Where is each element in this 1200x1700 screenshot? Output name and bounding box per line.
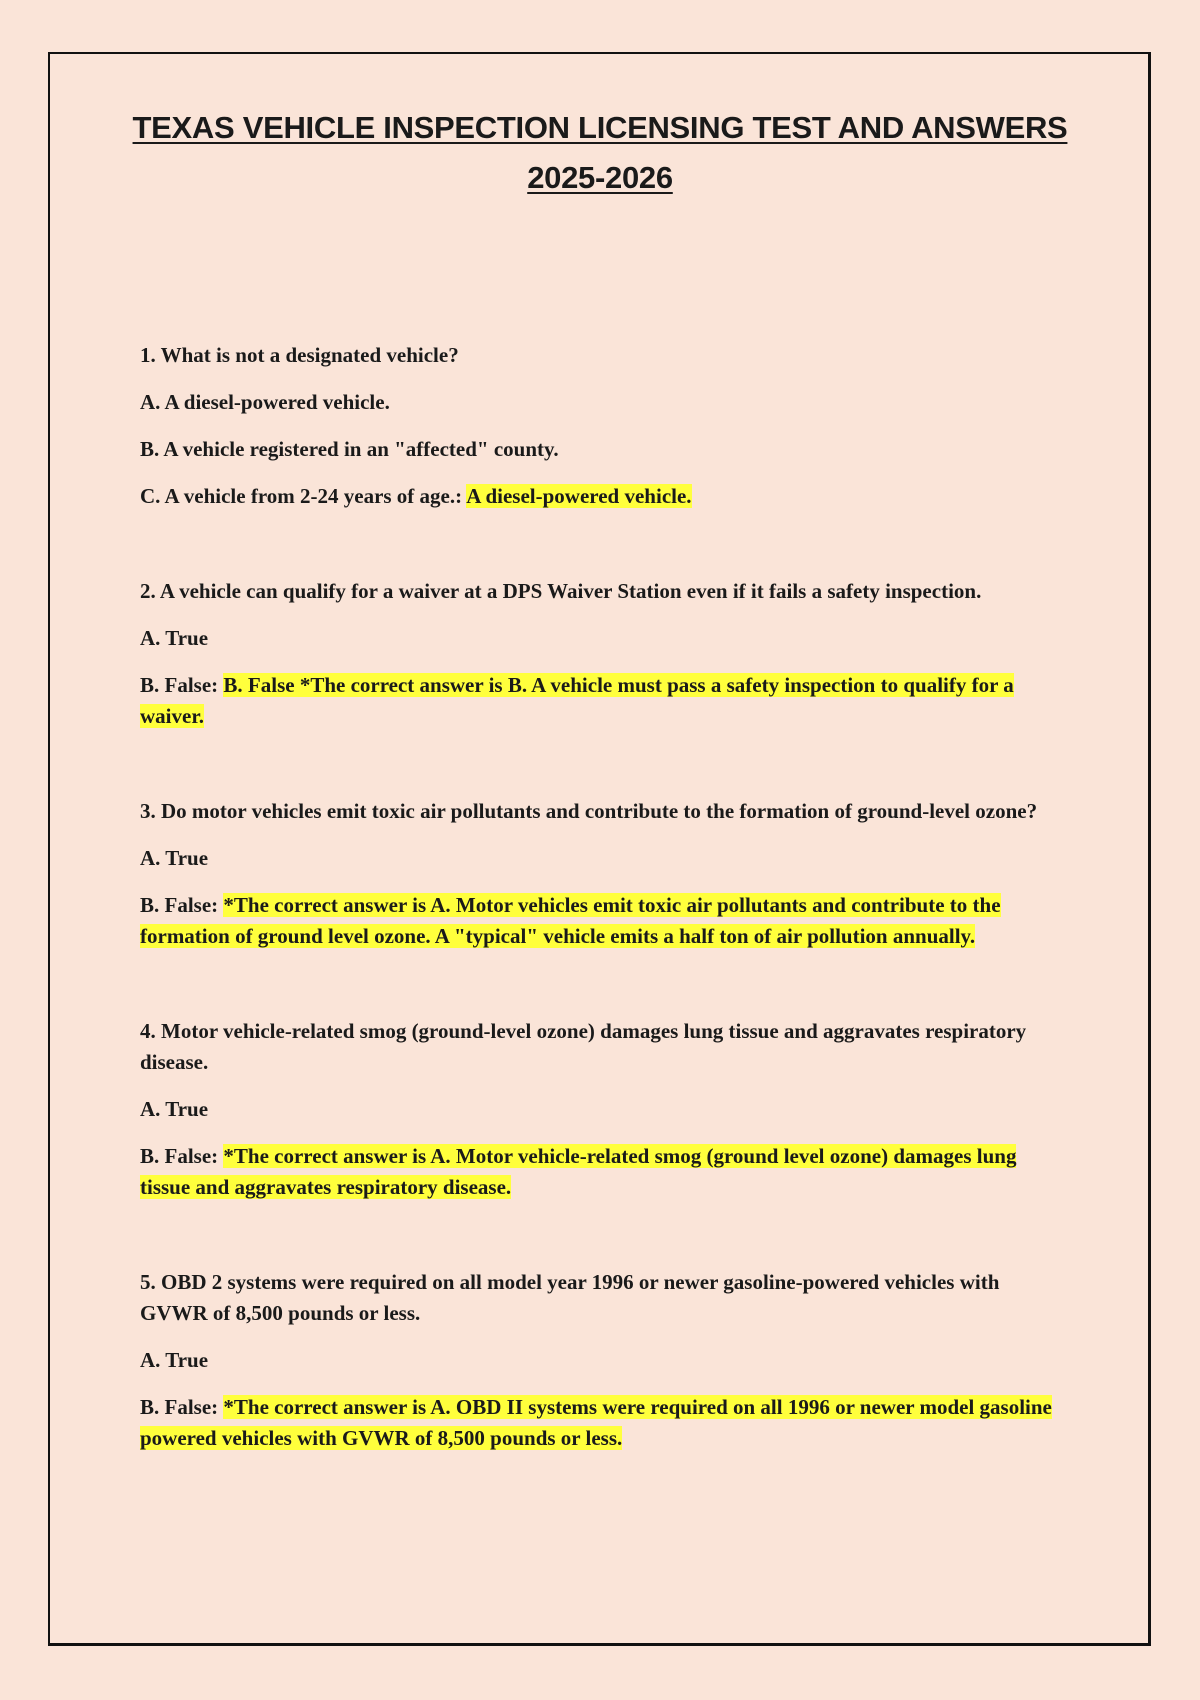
option-b [140, 1392, 1070, 1454]
option-b [140, 670, 1070, 732]
question-text: 5. OBD 2 systems were required on all model year 1996 or newer gasoline-powered vehicles with GVWR of 8,500 pounds or less. [140, 1270, 1000, 1325]
question-text: 2. A vehicle can qualify for a waiver at a DPS Waiver Station even if it fails a safety inspection. [140, 579, 982, 603]
question-4 [140, 1016, 1070, 1203]
highlighted-answer: *The correct answer is A. Motor vehicles emit toxic air pollutants and contribute to the formation of ground level ozone. A "typical" vehicle emits a half ton of air pollution annually. [140, 893, 1001, 948]
option-c-label: C. A vehicle from 2-24 years of age.: [140, 484, 463, 508]
highlighted-answer: A diesel-powered vehicle. [466, 484, 692, 508]
question-text: 3. Do motor vehicles emit toxic air pollutants and contribute to the formation of ground-level ozone? [140, 799, 1038, 823]
option-b-label: B. False: [140, 1144, 219, 1168]
option-b-label: B. False: [140, 1395, 219, 1419]
option-a: A. True [140, 626, 209, 650]
option-a: A. True [140, 1097, 209, 1121]
option-b-label: B. False: [140, 673, 219, 697]
option-a: A. True [140, 1348, 209, 1372]
highlighted-answer: B. False *The correct answer is B. A vehicle must pass a safety inspection to qualify for a waiver. [140, 673, 1014, 728]
option-b: B. A vehicle registered in an "affected" county. [140, 437, 559, 461]
highlighted-answer: *The correct answer is A. OBD II systems were required on all 1996 or newer model gasoline powered vehicles with GVWR of 8,500 pounds or less. [140, 1395, 1052, 1450]
question-5 [140, 1267, 1070, 1454]
question-text: 4. Motor vehicle-related smog (ground-level ozone) damages lung tissue and aggravates respiratory disease. [140, 1019, 1027, 1074]
option-b-label: B. False: [140, 893, 219, 917]
question-1 [140, 340, 1070, 512]
option-b [140, 1141, 1070, 1203]
option-b [140, 890, 1070, 952]
title-line-2: 2025-2026 [527, 160, 673, 195]
question-2 [140, 576, 1070, 732]
question-text: 1. What is not a designated vehicle? [140, 343, 459, 367]
option-c [140, 481, 1070, 512]
document-title [0, 103, 1200, 203]
option-a: A. A diesel-powered vehicle. [140, 390, 390, 414]
title-line-1: TEXAS VEHICLE INSPECTION LICENSING TEST AND ANSWERS [132, 110, 1068, 145]
question-3 [140, 796, 1070, 952]
highlighted-answer: *The correct answer is A. Motor vehicle-related smog (ground level ozone) damages lung tissue and aggravates respiratory disease. [140, 1144, 1017, 1199]
option-a: A. True [140, 846, 209, 870]
question-list [140, 340, 1070, 1518]
